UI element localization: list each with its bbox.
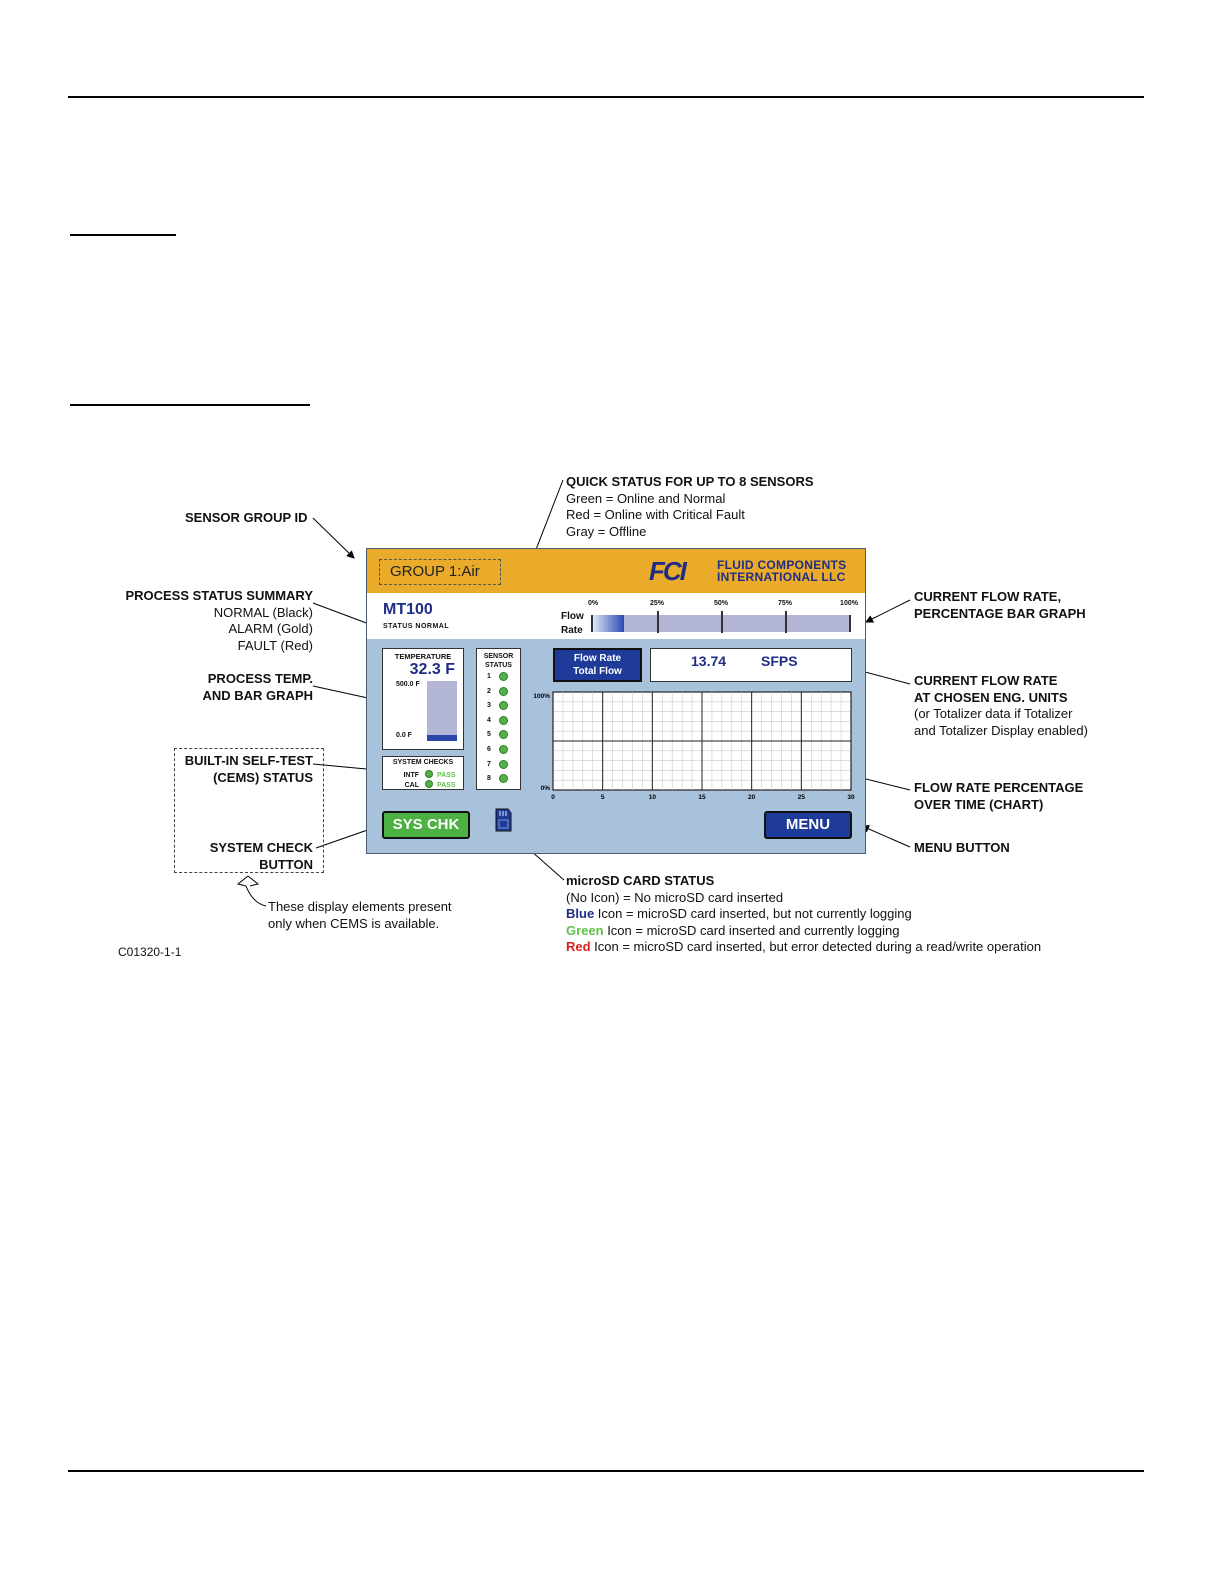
fci-logo: FCI — [649, 556, 685, 586]
annotation-sensor-group-id: SENSOR GROUP ID — [185, 510, 308, 525]
status-dot-icon — [425, 780, 433, 788]
sensor-row — [487, 673, 491, 680]
sensor-number: 8 — [487, 775, 491, 783]
chart-y-tick-label: 0% — [540, 785, 550, 792]
annotation-quick-status: QUICK STATUS FOR UP TO 8 SENSORS Green = Online and Normal Red = Online with Critical Fault Gray = Offline — [566, 474, 814, 539]
sensor-status-dot-icon — [499, 701, 508, 710]
screen-header — [367, 549, 865, 593]
sensor-number: 6 — [487, 746, 491, 753]
flow-tick-75 — [785, 611, 787, 633]
sensor-row — [487, 702, 491, 709]
status-row — [367, 593, 865, 639]
flow-pct-label: 0% — [587, 600, 599, 607]
annotation-process-status: PROCESS STATUS SUMMARY NORMAL (Black) ALARM (Gold) FAULT (Red) — [125, 588, 313, 653]
chart-x-tick-label: 25 — [797, 794, 805, 801]
sensor-status-panel — [476, 648, 521, 790]
flow-pct-label: 50% — [713, 600, 729, 607]
annotation-process-temp: PROCESS TEMP. AND BAR GRAPH — [202, 671, 313, 703]
bottom-rule — [68, 1470, 1144, 1472]
sensor-row — [487, 761, 491, 768]
annotation-current-flow-units: CURRENT FLOW RATE AT CHOSEN ENG. UNITS (or Totalizer data if Totalizer and Totalizer Display enabled) — [914, 673, 1088, 738]
annotation-current-flow-bar: CURRENT FLOW RATE, PERCENTAGE BAR GRAPH — [914, 589, 1086, 621]
annotation-cems-note: These display elements present only when CEMS is available. — [268, 899, 452, 931]
check-row-cal: CAL PASS — [404, 782, 456, 789]
sensor-status-dot-icon — [499, 672, 508, 681]
annotation-flow-percentage-chart: FLOW RATE PERCENTAGE OVER TIME (CHART) — [914, 780, 1084, 812]
fci-logo-text: FLUID COMPONENTS INTERNATIONAL LLC — [717, 558, 847, 584]
chart-x-tick-label: 5 — [600, 794, 605, 801]
sensor-status-dot-icon — [499, 687, 508, 696]
sensor-row — [487, 775, 491, 782]
flow-value-display — [650, 648, 852, 682]
sensor-number: 1 — [487, 673, 491, 680]
flow-rate-bar-fill — [593, 615, 624, 632]
flow-pct-label: 25% — [649, 600, 665, 607]
flow-rate-label: Flow Rate — [561, 611, 584, 636]
sensor-status-dot-icon — [499, 774, 508, 783]
flow-tick-25 — [657, 611, 659, 633]
flow-rate-bar — [587, 600, 858, 632]
chart-x-tick-label: 10 — [648, 794, 656, 801]
temperature-panel — [382, 648, 464, 750]
status-dot-icon — [425, 770, 433, 778]
sensor-row — [487, 688, 491, 695]
sensor-number: 2 — [487, 687, 491, 695]
chart-x-tick-label: 15 — [698, 794, 706, 801]
sensor-status-dot-icon — [499, 760, 508, 769]
menu-button[interactable]: MENU — [764, 811, 852, 839]
chart-x-tick-label: 0 — [551, 794, 555, 801]
device-screen — [366, 548, 866, 854]
chart-x-tick-label: 30 — [847, 794, 855, 801]
temperature-value: 32.3 F — [409, 661, 455, 678]
sensor-row — [487, 731, 491, 738]
flow-unit: SFPS — [761, 653, 798, 669]
figure-id: C01320-1-1 — [118, 945, 182, 959]
microsd-card-icon — [493, 807, 513, 833]
chart-y-tick-label: 100% — [533, 693, 550, 700]
system-checks-title: SYSTEM CHECKS — [392, 759, 454, 766]
annotation-system-check-button: SYSTEM CHECK BUTTON — [209, 840, 313, 872]
system-checks-panel — [382, 756, 464, 790]
flow-chart — [525, 690, 857, 806]
sensor-status-dot-icon — [499, 716, 508, 725]
sys-chk-button[interactable]: SYS CHK — [382, 811, 470, 839]
flow-value: 13.74 — [691, 653, 727, 669]
flow-pct-label: 75% — [777, 600, 793, 607]
sensor-status-dot-icon — [499, 745, 508, 754]
sensor-row — [487, 746, 491, 753]
sensor-number: 5 — [487, 731, 491, 739]
annotation-microsd: microSD CARD STATUS (No Icon) = No microSD card inserted Blue Icon = microSD card inserted, but not currently logging Green Icon = microSD card inserted and currently logging Red Icon = microSD card inserted, but error detected during a read/write operation — [566, 873, 1042, 954]
sensor-number: 3 — [487, 702, 491, 710]
sensor-number: 7 — [487, 760, 491, 768]
sensor-number: 4 — [487, 716, 491, 724]
flow-rate-total-flow-button[interactable]: Flow Rate Total Flow — [553, 648, 642, 682]
flow-pct-label: 100% — [840, 600, 858, 607]
flow-chart-svg — [525, 690, 857, 806]
temperature-title: TEMPERATURE — [394, 652, 452, 661]
status-text: STATUS NORMAL — [383, 623, 450, 630]
flow-tick-50 — [721, 611, 723, 633]
check-row-intf: INTF PASS — [403, 772, 456, 779]
sensor-group-id: GROUP 1:Air — [379, 559, 501, 585]
annotation-self-test: BUILT-IN SELF-TEST (CEMS) STATUS — [184, 753, 313, 785]
temperature-min: 0.0 F — [396, 732, 412, 739]
temperature-bar-fill — [427, 735, 457, 741]
temperature-max: 500.0 F — [396, 681, 420, 688]
sensor-status-dot-icon — [499, 730, 508, 739]
chart-x-tick-label: 20 — [748, 794, 756, 801]
annotation-menu-button: MENU BUTTON — [914, 840, 1010, 855]
sensor-row — [487, 717, 491, 724]
model-name: MT100 — [383, 601, 433, 618]
sensor-status-title: SENSOR STATUS — [483, 653, 514, 669]
temperature-bar — [427, 681, 457, 741]
